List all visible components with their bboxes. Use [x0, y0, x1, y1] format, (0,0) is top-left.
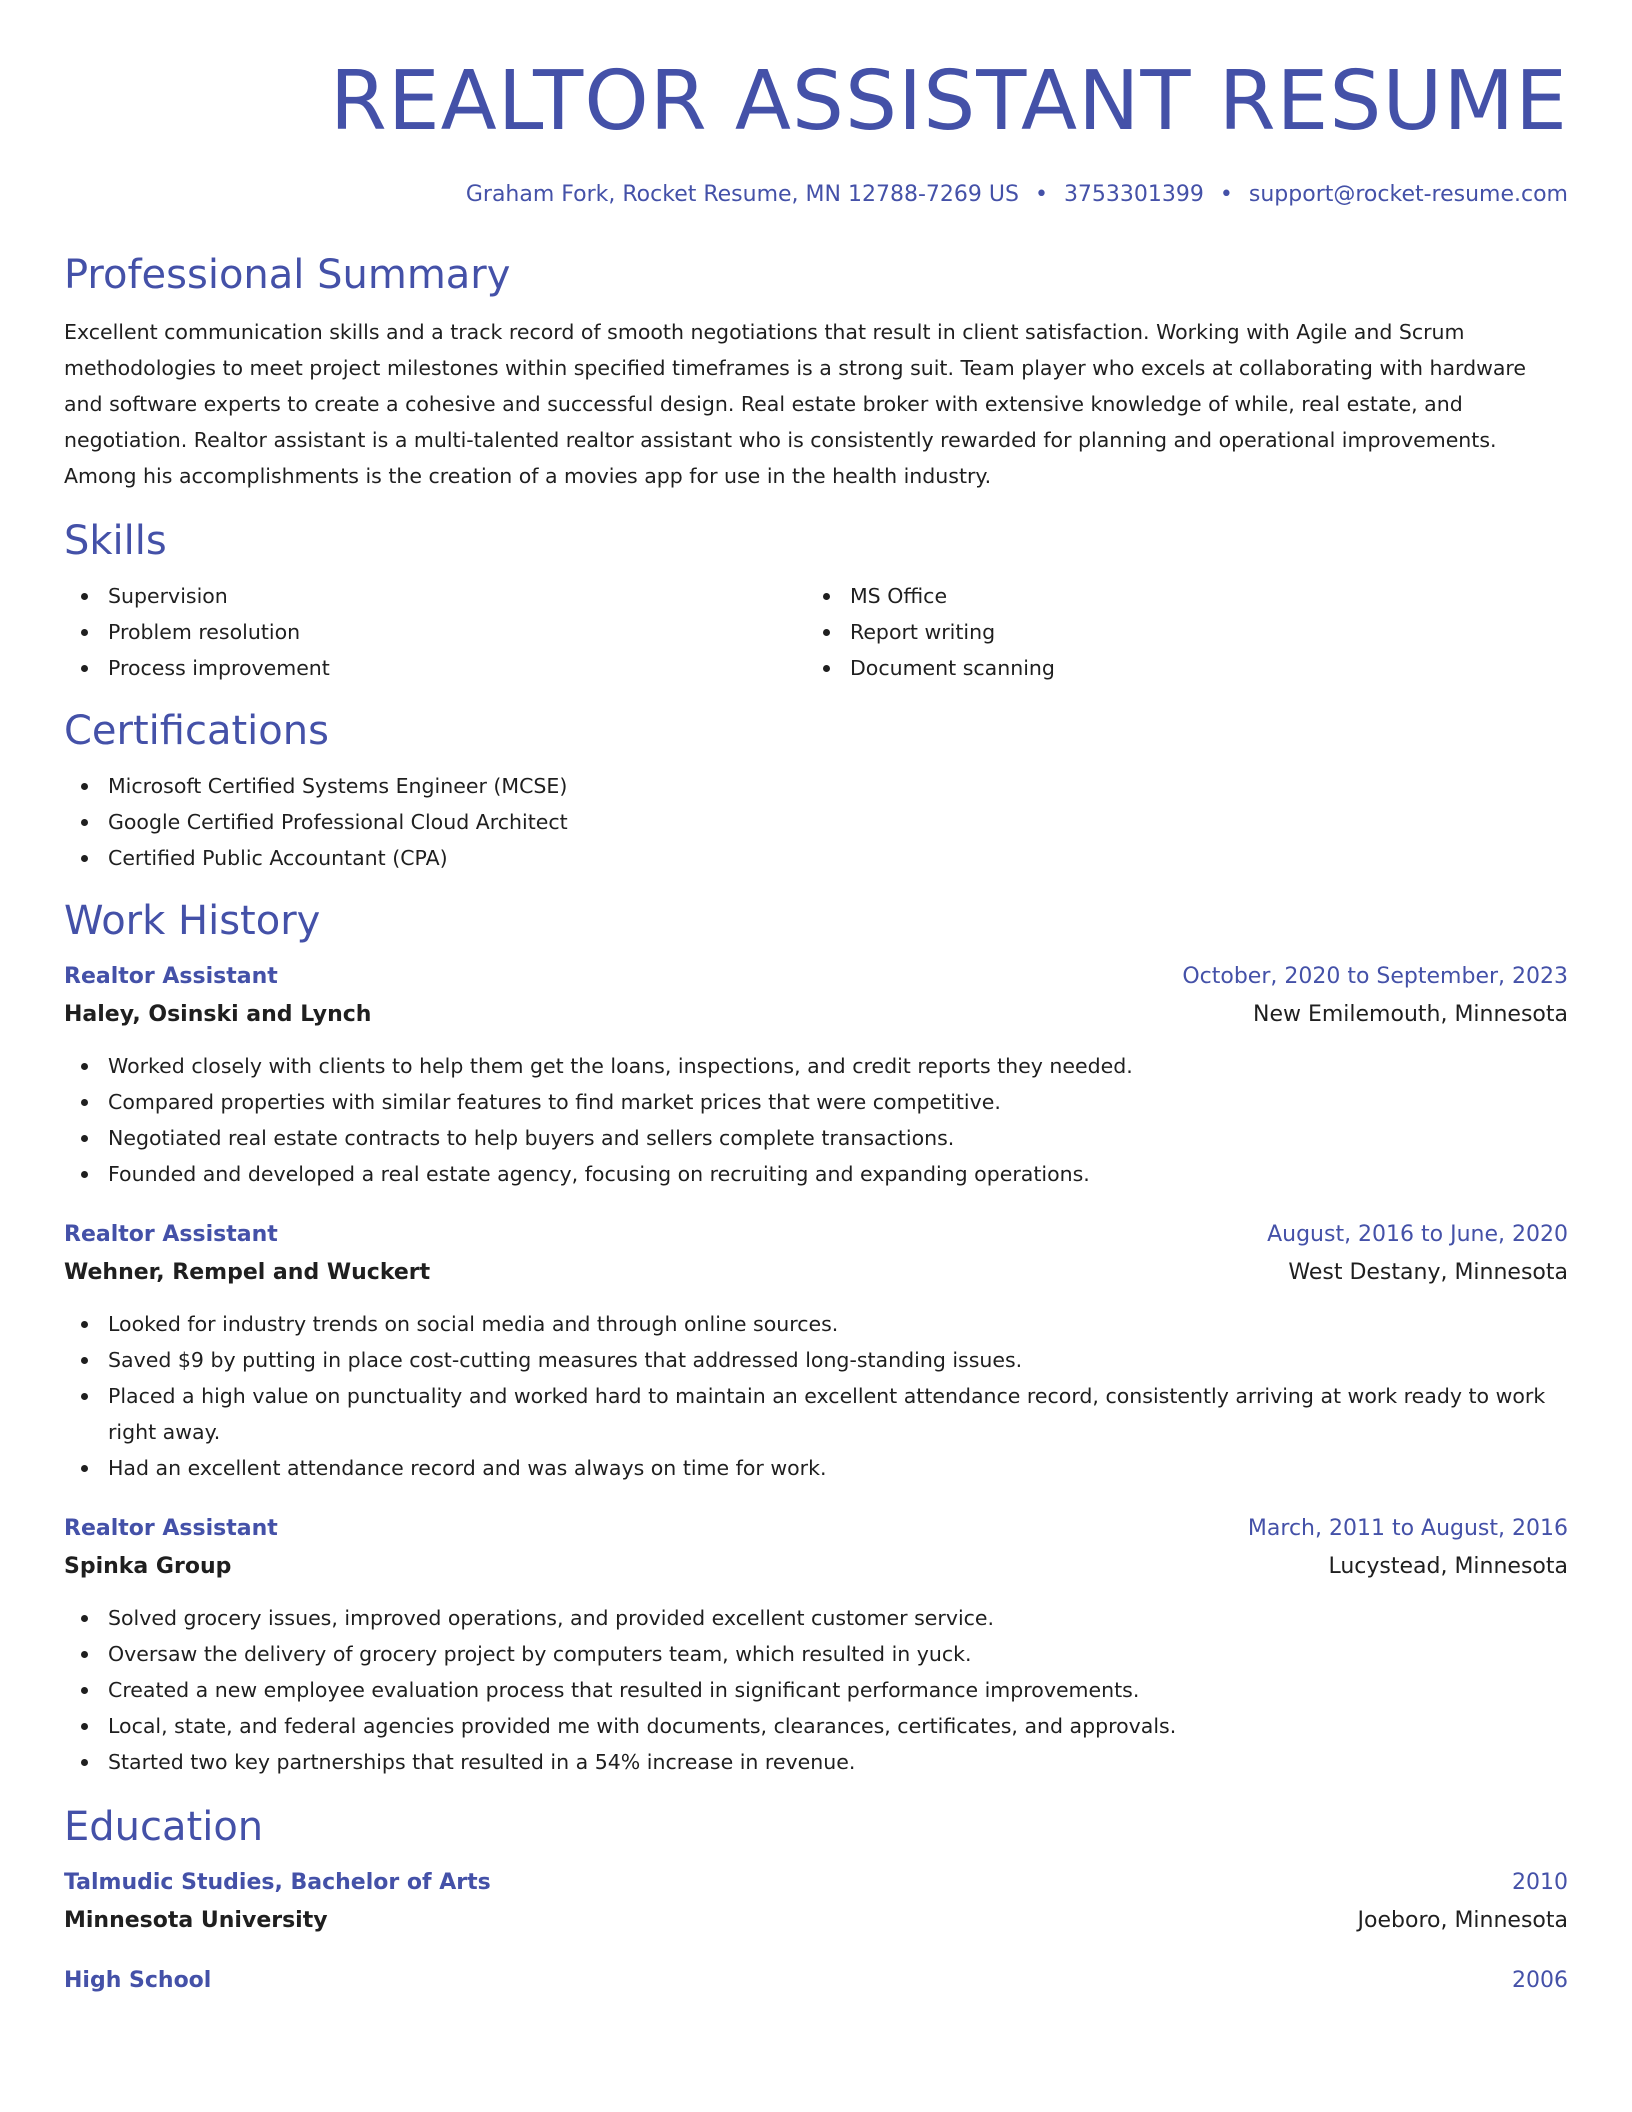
- contact-phone: 3753301399: [1063, 182, 1204, 207]
- contact-address: Graham Fork, Rocket Resume, MN 12788-7269 US: [465, 182, 1019, 207]
- education-header: [64, 1864, 1568, 1902]
- skills-list: [64, 578, 1568, 686]
- contact-separator: •: [1219, 182, 1233, 207]
- job-title: Realtor Assistant: [64, 1516, 278, 1541]
- job-entry: [64, 958, 1568, 1192]
- education-entry: [64, 1864, 1568, 1940]
- education-location: Joeboro, Minnesota: [1357, 1908, 1568, 1933]
- education-subheader: [64, 1902, 1568, 1940]
- job-header: [64, 1216, 1568, 1254]
- job-entry: [64, 1216, 1568, 1486]
- education-year: 2010: [1512, 1870, 1568, 1895]
- certification-item: Google Certified Professional Cloud Architect: [64, 804, 1568, 840]
- job-duty: Created a new employee evaluation process that resulted in significant performance improvements.: [64, 1672, 1568, 1708]
- education-heading: Education: [64, 1804, 264, 1850]
- job-employer: Spinka Group: [64, 1554, 232, 1579]
- job-duty: Placed a high value on punctuality and worked hard to maintain an excellent attendance record, consistently arriving at work ready to work right away.: [64, 1378, 1568, 1450]
- skill-item: Supervision: [64, 578, 806, 614]
- education-entry: [64, 1962, 1568, 2000]
- skills-column-left: [64, 578, 806, 686]
- job-employer: Haley, Osinski and Lynch: [64, 1002, 372, 1027]
- education-degree: High School: [64, 1968, 212, 1993]
- contact-separator: •: [1034, 182, 1048, 207]
- job-dates: August, 2016 to June, 2020: [1267, 1222, 1568, 1247]
- job-duty: Solved grocery issues, improved operations, and provided excellent customer service.: [64, 1600, 1568, 1636]
- job-subheader: [64, 1254, 1568, 1292]
- certification-item: Certified Public Accountant (CPA): [64, 840, 1568, 876]
- summary-text: Excellent communication skills and a track record of smooth negotiations that result in client satisfaction. Working with Agile and Scrum methodologies to meet project milestones within specified timeframes is a strong suit. Team player who excels at collaborating with hardware and software experts to create a cohesive and successful design. Real estate broker with extensive knowledge of while, real estate, and negotiation. Realtor assistant is a multi-talented realtor assistant who is consistently rewarded for planning and operational improvements. Among his accomplishments is the creation of a movies app for use in the health industry.: [64, 320, 1527, 488]
- skills-column-right: [806, 578, 1548, 686]
- certification-item: Microsoft Certified Systems Engineer (MCSE): [64, 768, 1568, 804]
- education-header: [64, 1962, 1568, 2000]
- job-duty: Had an excellent attendance record and was always on time for work.: [64, 1450, 1568, 1486]
- job-location: West Destany, Minnesota: [1288, 1260, 1568, 1285]
- job-location: New Emilemouth, Minnesota: [1252, 1002, 1568, 1027]
- job-duty: Worked closely with clients to help them get the loans, inspections, and credit reports they needed.: [64, 1048, 1568, 1084]
- skill-item: Document scanning: [806, 650, 1548, 686]
- job-dates: March, 2011 to August, 2016: [1247, 1516, 1568, 1541]
- job-location: Lucystead, Minnesota: [1328, 1554, 1568, 1579]
- contact-line: [64, 180, 1568, 210]
- education-year: 2006: [1512, 1968, 1568, 1993]
- job-employer: Wehner, Rempel and Wuckert: [64, 1260, 431, 1285]
- skill-item: Problem resolution: [64, 614, 806, 650]
- education-degree: Talmudic Studies, Bachelor of Arts: [64, 1870, 491, 1895]
- skills-heading: Skills: [64, 518, 167, 564]
- job-title: Realtor Assistant: [64, 964, 278, 989]
- job-duty: Saved $9 by putting in place cost-cutting measures that addressed long-standing issues.: [64, 1342, 1568, 1378]
- job-title: Realtor Assistant: [64, 1222, 278, 1247]
- certifications-heading: Certifications: [64, 708, 329, 754]
- job-dates: October, 2020 to September, 2023: [1182, 964, 1568, 989]
- resume-title: REALTOR ASSISTANT RESUME: [329, 54, 1568, 149]
- job-header: [64, 1510, 1568, 1548]
- job-duties: [64, 1306, 1568, 1486]
- job-duty: Negotiated real estate contracts to help buyers and sellers complete transactions.: [64, 1120, 1568, 1156]
- certifications-list: [64, 768, 1568, 876]
- job-entry: [64, 1510, 1568, 1780]
- job-duties: [64, 1048, 1568, 1192]
- resume-page: [64, 0, 1568, 2000]
- skill-item: MS Office: [806, 578, 1548, 614]
- job-duties: [64, 1600, 1568, 1780]
- work-history-heading: Work History: [64, 898, 321, 944]
- job-duty: Founded and developed a real estate agency, focusing on recruiting and expanding operations.: [64, 1156, 1568, 1192]
- job-duty: Looked for industry trends on social media and through online sources.: [64, 1306, 1568, 1342]
- summary-heading: Professional Summary: [64, 252, 511, 298]
- job-duty: Started two key partnerships that resulted in a 54% increase in revenue.: [64, 1744, 1568, 1780]
- job-duty: Local, state, and federal agencies provided me with documents, clearances, certificates, and approvals.: [64, 1708, 1568, 1744]
- skill-item: Report writing: [806, 614, 1548, 650]
- job-duty: Compared properties with similar features to find market prices that were competitive.: [64, 1084, 1568, 1120]
- skill-item: Process improvement: [64, 650, 806, 686]
- education-school: Minnesota University: [64, 1908, 328, 1933]
- contact-email[interactable]: support@rocket-resume.com: [1248, 182, 1568, 207]
- job-duty: Oversaw the delivery of grocery project by computers team, which resulted in yuck.: [64, 1636, 1568, 1672]
- job-subheader: [64, 996, 1568, 1034]
- job-header: [64, 958, 1568, 996]
- job-subheader: [64, 1548, 1568, 1586]
